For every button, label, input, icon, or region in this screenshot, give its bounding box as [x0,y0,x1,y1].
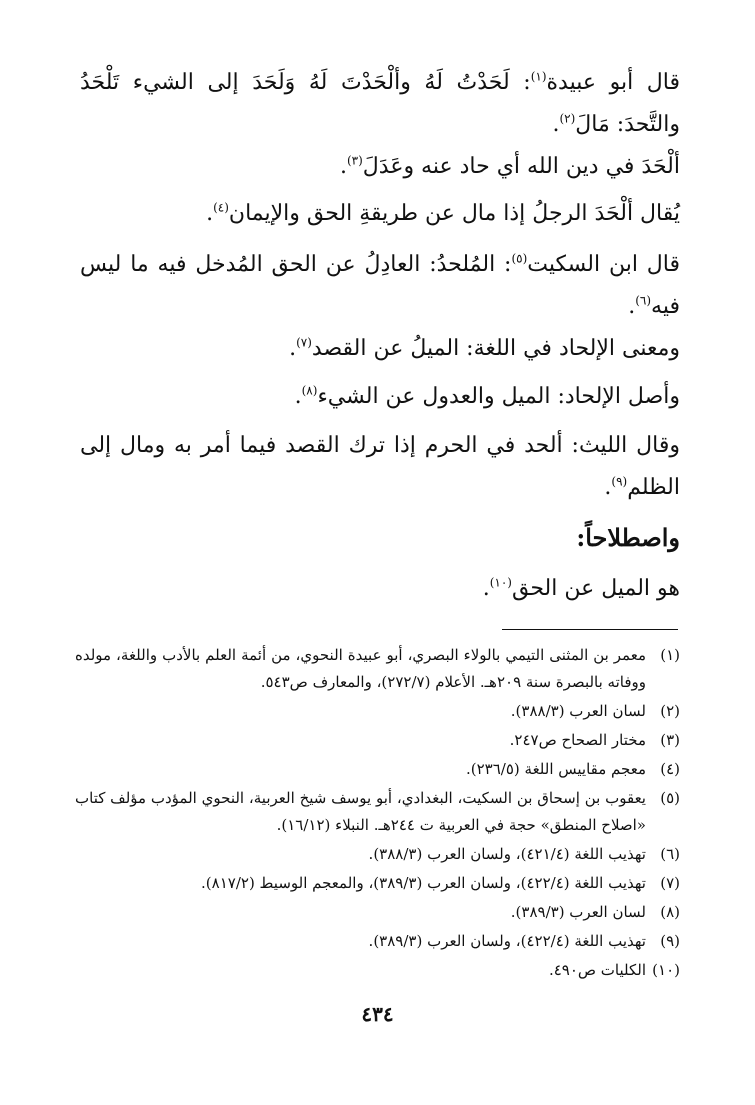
paragraph-lugha-meaning: ومعنى الإلحاد في اللغة: الميلُ عن القصد$^{(٧)}$. [289,335,680,361]
paragraph-al-layth: وقال الليث: ألحد في الحرم إذا ترك القصد فيما أمر به ومال إلى الظلم$^{(٩)}$. [80,433,680,500]
footnote-text: يعقوب بن إسحاق بن السكيت، البغدادي، أبو يوسف شيخ العربية، النحوي المؤدب مؤلف كتاب «اصلاح المنطق» حجة في العربية ت ٢٤٤هـ. النبلاء (١٦/١٢). [75,789,646,834]
footnote-item [75,642,680,696]
footnote-number: (١٠) [652,961,680,979]
footnote-text: تهذيب اللغة (٤٢١/٤)، ولسان العرب (٣٨٨/٣). [368,845,646,863]
footnote-number: (٧) [660,874,680,892]
footnote-text: معجم مقاييس اللغة (٢٣٦/٥). [466,760,646,778]
footnote-item [75,870,680,897]
footnotes-list [75,642,680,986]
footnote-ref[interactable]: (١) [530,69,547,84]
footnote-ref[interactable]: (٦) [635,293,652,308]
footnote-item [75,727,680,754]
footnote-text: تهذيب اللغة (٤٢٢/٤)، ولسان العرب (٣٨٩/٣)، والمعجم الوسيط (٨١٧/٢). [201,874,646,892]
footnote-item [75,899,680,926]
footnote-ref[interactable]: (١٠) [489,575,512,590]
footnote-ref[interactable]: (٩) [611,474,628,489]
footnote-ref[interactable]: (٨) [301,383,318,398]
footnote-item [75,756,680,783]
footnote-text: لسان العرب (٣٨٨/٣). [510,702,646,720]
footnote-ref[interactable]: (٥) [511,251,528,266]
footnote-item [75,928,680,955]
paragraph-ibn-sikkit: قال ابن السكيت$^{(٥)}$: المُلحدُ: العادِلُ عن الحق المُدخل فيه ما ليس فيه$^{(٦)}$. [80,251,680,319]
footnote-number: (٩) [660,932,680,950]
footnote-ref[interactable]: (٢) [559,111,576,126]
paragraph-definition: هو الميل عن الحق$^{(١٠)}$. [482,575,680,601]
footnote-text: لسان العرب (٣٨٩/٣). [510,903,646,921]
footnote-number: (٨) [660,903,680,921]
footnote-ref[interactable]: (٣) [346,153,363,168]
footnote-number: (٣) [660,731,680,749]
footnote-text: مختار الصحاح ص٢٤٧. [509,731,646,749]
footnote-ref[interactable]: (٤) [213,200,229,215]
footnote-text: معمر بن المثنى التيمي بالولاء البصري، أبو عبيدة النحوي، من أئمة العلم بالأدب واللغة، مولده ووفاته بالبصرة سنة ٢٠٩هـ. الأعلام (٢٧٢/٧)، والمعارف ص٥٤٣. [75,646,646,691]
footnote-number: (٥) [660,789,680,807]
paragraph-alhada-fi-din: ألْحَدَ في دين الله أي حاد عنه وعَدَلَ$^{(٣)}$. [339,153,680,179]
footnote-number: (١) [660,646,680,664]
footnote-text: تهذيب اللغة (٤٢٢/٤)، ولسان العرب (٣٨٩/٣). [368,932,646,950]
footnote-item [75,785,680,839]
page-number: ٤٣٤ [361,1002,394,1026]
paragraph-abu-ubaida: قال أبو عبيدة$^{(١)}$: لَحَدْتُ لَهُ وألْحَدْتَ لَهُ وَلَحَدَ إلى الشيء تَلْحَدُ والتَّحدَ: مَالَ$^{(٢)}$. [80,69,680,137]
paragraph-asl-ilhad: وأصل الإلحاد: الميل والعدول عن الشيء$^{(٨)}$. [294,383,680,409]
footnote-number: (٦) [660,845,680,863]
footnote-text: الكليات ص٤٩٠. [548,961,646,979]
footnote-divider [502,629,678,630]
paragraph-yuqal: يُقال ألْحَدَ الرجلُ إذا مال عن طريقةِ الحق والإيمان$^{(٤)}$. [206,200,680,226]
footnote-item [75,957,680,984]
footnote-ref[interactable]: (٧) [296,335,312,350]
footnote-number: (٢) [660,702,680,720]
footnote-item [75,698,680,725]
section-heading-istilahan: واصطلاحاً: [576,523,680,552]
footnote-item [75,841,680,868]
footnote-number: (٤) [660,760,680,778]
